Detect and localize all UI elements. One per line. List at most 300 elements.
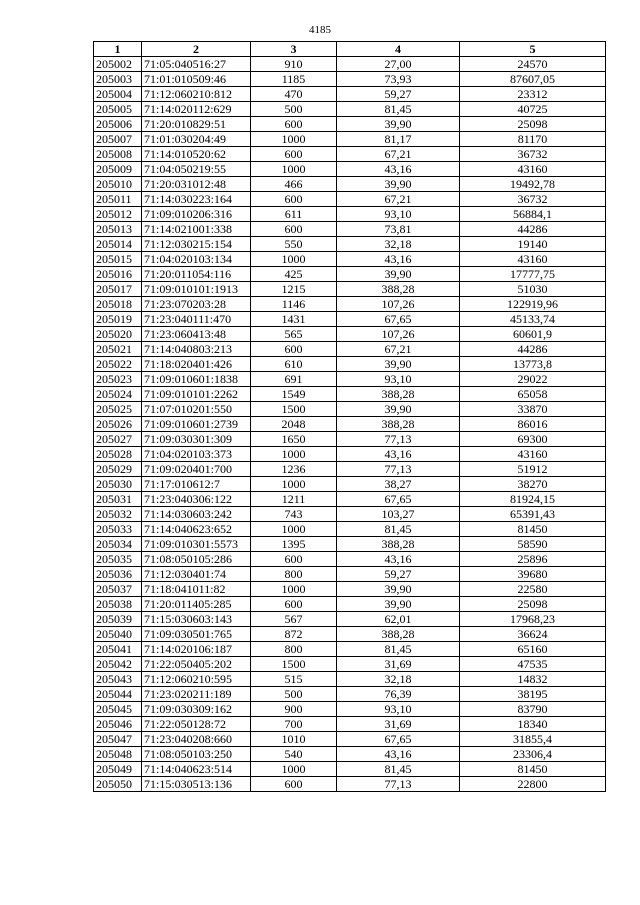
cadastral-number: 71:18:041011:82 [142,582,251,597]
row-number: 205002 [94,57,142,72]
table-row [94,72,606,87]
table-row [94,582,606,597]
cadastral-value: 43160 [460,447,606,462]
area-value: 872 [251,627,337,642]
cadastral-number: 71:12:060210:812 [142,87,251,102]
row-number: 205032 [94,507,142,522]
row-number: 205018 [94,297,142,312]
table-row [94,282,606,297]
cadastral-value: 60601,9 [460,327,606,342]
cadastral-number: 71:14:040803:213 [142,342,251,357]
cadastral-number: 71:09:010301:5573 [142,537,251,552]
row-number: 205023 [94,372,142,387]
table-row [94,477,606,492]
cadastral-number: 71:22:050405:202 [142,657,251,672]
column-header-5: 5 [460,42,606,57]
area-value: 600 [251,597,337,612]
cadastral-number: 71:14:020112:629 [142,102,251,117]
cadastral-value: 81170 [460,132,606,147]
row-number: 205037 [94,582,142,597]
area-value: 1146 [251,297,337,312]
cadastral-number: 71:23:020211:189 [142,687,251,702]
area-value: 1000 [251,522,337,537]
cadastral-number: 71:22:050128:72 [142,717,251,732]
table-row [94,162,606,177]
rate-value: 43,16 [337,747,460,762]
table-row [94,207,606,222]
row-number: 205038 [94,597,142,612]
area-value: 743 [251,507,337,522]
table-row [94,402,606,417]
cadastral-value: 31855,4 [460,732,606,747]
area-value: 1000 [251,132,337,147]
table-row [94,717,606,732]
cadastral-value: 122919,96 [460,297,606,312]
area-value: 567 [251,612,337,627]
table-row [94,447,606,462]
row-number: 205010 [94,177,142,192]
area-value: 1010 [251,732,337,747]
table-row [94,702,606,717]
rate-value: 73,93 [337,72,460,87]
cadastral-value: 17968,23 [460,612,606,627]
row-number: 205008 [94,147,142,162]
table-row [94,627,606,642]
cadastral-value: 81450 [460,762,606,777]
cadastral-number: 71:14:020106:187 [142,642,251,657]
area-value: 600 [251,777,337,792]
table-row [94,432,606,447]
rate-value: 62,01 [337,612,460,627]
cadastral-number: 71:09:010101:2262 [142,387,251,402]
cadastral-number: 71:04:020103:134 [142,252,251,267]
area-value: 2048 [251,417,337,432]
cadastral-number: 71:12:030215:154 [142,237,251,252]
table-row [94,147,606,162]
cadastral-number: 71:14:030223:164 [142,192,251,207]
table-row [94,357,606,372]
cadastral-value: 25896 [460,552,606,567]
rate-value: 67,65 [337,732,460,747]
rate-value: 76,39 [337,687,460,702]
rate-value: 81,45 [337,102,460,117]
column-header-1: 1 [94,42,142,57]
rate-value: 77,13 [337,432,460,447]
rate-value: 32,18 [337,237,460,252]
table-row [94,597,606,612]
area-value: 1211 [251,492,337,507]
rate-value: 43,16 [337,162,460,177]
rate-value: 81,45 [337,642,460,657]
cadastral-number: 71:23:040306:122 [142,492,251,507]
table-row [94,132,606,147]
area-value: 1549 [251,387,337,402]
cadastral-value: 29022 [460,372,606,387]
cadastral-number: 71:14:021001:338 [142,222,251,237]
rate-value: 103,27 [337,507,460,522]
rate-value: 39,90 [337,597,460,612]
table-row [94,762,606,777]
row-number: 205040 [94,627,142,642]
cadastral-value: 45133,74 [460,312,606,327]
rate-value: 107,26 [337,297,460,312]
area-value: 600 [251,552,337,567]
cadastral-number: 71:09:010206:316 [142,207,251,222]
table-header-row [94,42,606,57]
area-value: 611 [251,207,337,222]
area-value: 1000 [251,162,337,177]
row-number: 205048 [94,747,142,762]
rate-value: 388,28 [337,537,460,552]
rate-value: 81,45 [337,522,460,537]
row-number: 205049 [94,762,142,777]
table-row [94,672,606,687]
area-value: 500 [251,687,337,702]
table-row [94,57,606,72]
cadastral-value: 23306,4 [460,747,606,762]
table-row [94,657,606,672]
row-number: 205006 [94,117,142,132]
row-number: 205029 [94,462,142,477]
rate-value: 39,90 [337,177,460,192]
area-value: 1395 [251,537,337,552]
cadastral-value: 81924,15 [460,492,606,507]
rate-value: 43,16 [337,552,460,567]
rate-value: 81,45 [337,762,460,777]
column-header-2: 2 [142,42,251,57]
cadastral-number: 71:23:070203:28 [142,297,251,312]
rate-value: 93,10 [337,372,460,387]
table-row [94,117,606,132]
table-row [94,507,606,522]
rate-value: 81,17 [337,132,460,147]
area-value: 691 [251,372,337,387]
cadastral-number: 71:05:040516:27 [142,57,251,72]
cadastral-number: 71:14:040623:514 [142,762,251,777]
area-value: 600 [251,117,337,132]
cadastral-number: 71:09:010601:1838 [142,372,251,387]
area-value: 1500 [251,657,337,672]
area-value: 1000 [251,447,337,462]
cadastral-value: 83790 [460,702,606,717]
rate-value: 39,90 [337,582,460,597]
row-number: 205005 [94,102,142,117]
row-number: 205050 [94,777,142,792]
row-number: 205028 [94,447,142,462]
area-value: 470 [251,87,337,102]
cadastral-number: 71:01:030204:49 [142,132,251,147]
rate-value: 67,65 [337,312,460,327]
rate-value: 77,13 [337,462,460,477]
rate-value: 32,18 [337,672,460,687]
row-number: 205045 [94,702,142,717]
table-row [94,537,606,552]
row-number: 205027 [94,432,142,447]
row-number: 205042 [94,657,142,672]
cadastral-value: 86016 [460,417,606,432]
row-number: 205021 [94,342,142,357]
cadastral-number: 71:20:031012:48 [142,177,251,192]
cadastral-value: 13773,8 [460,357,606,372]
cadastral-number: 71:17:010612:7 [142,477,251,492]
area-value: 700 [251,717,337,732]
area-value: 600 [251,192,337,207]
row-number: 205011 [94,192,142,207]
rate-value: 31,69 [337,657,460,672]
row-number: 205035 [94,552,142,567]
cadastral-value: 87607,05 [460,72,606,87]
rate-value: 43,16 [337,447,460,462]
cadastral-number: 71:20:010829:51 [142,117,251,132]
area-value: 1000 [251,582,337,597]
cadastral-number: 71:01:010509:46 [142,72,251,87]
table-row [94,387,606,402]
row-number: 205020 [94,327,142,342]
table-row [94,612,606,627]
row-number: 205014 [94,237,142,252]
table-row [94,252,606,267]
rate-value: 388,28 [337,387,460,402]
cadastral-number: 71:18:020401:426 [142,357,251,372]
cadastral-value: 25098 [460,117,606,132]
rate-value: 27,00 [337,57,460,72]
rate-value: 39,90 [337,357,460,372]
table-row [94,642,606,657]
area-value: 800 [251,567,337,582]
row-number: 205041 [94,642,142,657]
area-value: 600 [251,222,337,237]
cadastral-number: 71:20:011054:116 [142,267,251,282]
area-value: 1000 [251,252,337,267]
table-row [94,732,606,747]
rate-value: 59,27 [337,87,460,102]
cadastral-value: 43160 [460,252,606,267]
rate-value: 67,65 [337,492,460,507]
rate-value: 31,69 [337,717,460,732]
area-value: 1650 [251,432,337,447]
cadastral-value: 17777,75 [460,267,606,282]
table-body [94,57,606,792]
rate-value: 39,90 [337,117,460,132]
area-value: 1236 [251,462,337,477]
cadastral-value: 44286 [460,222,606,237]
table-row [94,87,606,102]
row-number: 205043 [94,672,142,687]
rate-value: 67,21 [337,342,460,357]
area-value: 500 [251,102,337,117]
row-number: 205022 [94,357,142,372]
area-value: 1215 [251,282,337,297]
row-number: 205044 [94,687,142,702]
cadastral-value: 38270 [460,477,606,492]
area-value: 550 [251,237,337,252]
cadastral-value: 51030 [460,282,606,297]
rate-value: 388,28 [337,282,460,297]
row-number: 205031 [94,492,142,507]
cadastral-number: 71:07:010201:550 [142,402,251,417]
cadastral-number: 71:14:040623:652 [142,522,251,537]
area-value: 1500 [251,402,337,417]
row-number: 205007 [94,132,142,147]
table-row [94,312,606,327]
cadastral-number: 71:04:050219:55 [142,162,251,177]
rate-value: 107,26 [337,327,460,342]
rate-value: 93,10 [337,702,460,717]
table-row [94,267,606,282]
rate-value: 67,21 [337,147,460,162]
rate-value: 77,13 [337,777,460,792]
cadastral-value: 39680 [460,567,606,582]
area-value: 1431 [251,312,337,327]
cadastral-value: 58590 [460,537,606,552]
row-number: 205024 [94,387,142,402]
rate-value: 38,27 [337,477,460,492]
cadastral-value: 38195 [460,687,606,702]
area-value: 425 [251,267,337,282]
cadastral-value: 56884,1 [460,207,606,222]
row-number: 205016 [94,267,142,282]
row-number: 205033 [94,522,142,537]
rate-value: 59,27 [337,567,460,582]
row-number: 205036 [94,567,142,582]
cadastral-value: 18340 [460,717,606,732]
cadastral-number: 71:09:010601:2739 [142,417,251,432]
cadastral-value: 43160 [460,162,606,177]
cadastral-number: 71:04:020103:373 [142,447,251,462]
cadastral-value: 36624 [460,627,606,642]
cadastral-number: 71:20:011405:285 [142,597,251,612]
cadastral-value: 40725 [460,102,606,117]
table-row [94,177,606,192]
row-number: 205013 [94,222,142,237]
cadastral-number: 71:14:010520:62 [142,147,251,162]
cadastral-value: 65058 [460,387,606,402]
cadastral-number: 71:09:030301:309 [142,432,251,447]
cadastral-value-table [93,41,606,792]
area-value: 540 [251,747,337,762]
cadastral-value: 44286 [460,342,606,357]
cadastral-number: 71:15:030513:136 [142,777,251,792]
cadastral-value: 81450 [460,522,606,537]
row-number: 205026 [94,417,142,432]
area-value: 466 [251,177,337,192]
area-value: 900 [251,702,337,717]
rate-value: 67,21 [337,192,460,207]
row-number: 205030 [94,477,142,492]
cadastral-number: 71:09:020401:700 [142,462,251,477]
cadastral-value: 23312 [460,87,606,102]
area-value: 1000 [251,762,337,777]
row-number: 205046 [94,717,142,732]
row-number: 205047 [94,732,142,747]
cadastral-value: 69300 [460,432,606,447]
table-row [94,567,606,582]
cadastral-number: 71:08:050103:250 [142,747,251,762]
page-number: 4185 [309,24,331,36]
table-row [94,462,606,477]
row-number: 205034 [94,537,142,552]
table-row [94,297,606,312]
rate-value: 39,90 [337,402,460,417]
cadastral-value: 65391,43 [460,507,606,522]
cadastral-number: 71:08:050105:286 [142,552,251,567]
cadastral-number: 71:23:040111:470 [142,312,251,327]
table-row [94,342,606,357]
rate-value: 73,81 [337,222,460,237]
cadastral-number: 71:09:010101:1913 [142,282,251,297]
cadastral-value: 33870 [460,402,606,417]
row-number: 205009 [94,162,142,177]
cadastral-value: 36732 [460,192,606,207]
table-row [94,522,606,537]
table-row [94,102,606,117]
cadastral-number: 71:09:030501:765 [142,627,251,642]
cadastral-value: 51912 [460,462,606,477]
row-number: 205003 [94,72,142,87]
row-number: 205004 [94,87,142,102]
table-row [94,327,606,342]
table-row [94,417,606,432]
area-value: 565 [251,327,337,342]
area-value: 600 [251,342,337,357]
area-value: 1185 [251,72,337,87]
table-row [94,222,606,237]
rate-value: 39,90 [337,267,460,282]
cadastral-value: 25098 [460,597,606,612]
table-row [94,192,606,207]
table-row [94,237,606,252]
area-value: 800 [251,642,337,657]
cadastral-value: 24570 [460,57,606,72]
cadastral-number: 71:09:030309:162 [142,702,251,717]
column-header-4: 4 [337,42,460,57]
cadastral-value: 36732 [460,147,606,162]
table-row [94,492,606,507]
rate-value: 43,16 [337,252,460,267]
row-number: 205025 [94,402,142,417]
cadastral-value: 19140 [460,237,606,252]
cadastral-number: 71:23:060413:48 [142,327,251,342]
row-number: 205015 [94,252,142,267]
table-row [94,777,606,792]
cadastral-number: 71:14:030603:242 [142,507,251,522]
rate-value: 93,10 [337,207,460,222]
row-number: 205019 [94,312,142,327]
cadastral-number: 71:23:040208:660 [142,732,251,747]
column-header-3: 3 [251,42,337,57]
area-value: 515 [251,672,337,687]
table-row [94,372,606,387]
cadastral-value: 47535 [460,657,606,672]
table-row [94,747,606,762]
area-value: 1000 [251,477,337,492]
cadastral-number: 71:12:030401:74 [142,567,251,582]
row-number: 205012 [94,207,142,222]
cadastral-value: 22580 [460,582,606,597]
table-row [94,552,606,567]
cadastral-value: 22800 [460,777,606,792]
area-value: 910 [251,57,337,72]
rate-value: 388,28 [337,417,460,432]
table-row [94,687,606,702]
row-number: 205017 [94,282,142,297]
area-value: 600 [251,147,337,162]
rate-value: 388,28 [337,627,460,642]
area-value: 610 [251,357,337,372]
cadastral-value: 65160 [460,642,606,657]
cadastral-number: 71:12:060210:595 [142,672,251,687]
cadastral-value: 14832 [460,672,606,687]
